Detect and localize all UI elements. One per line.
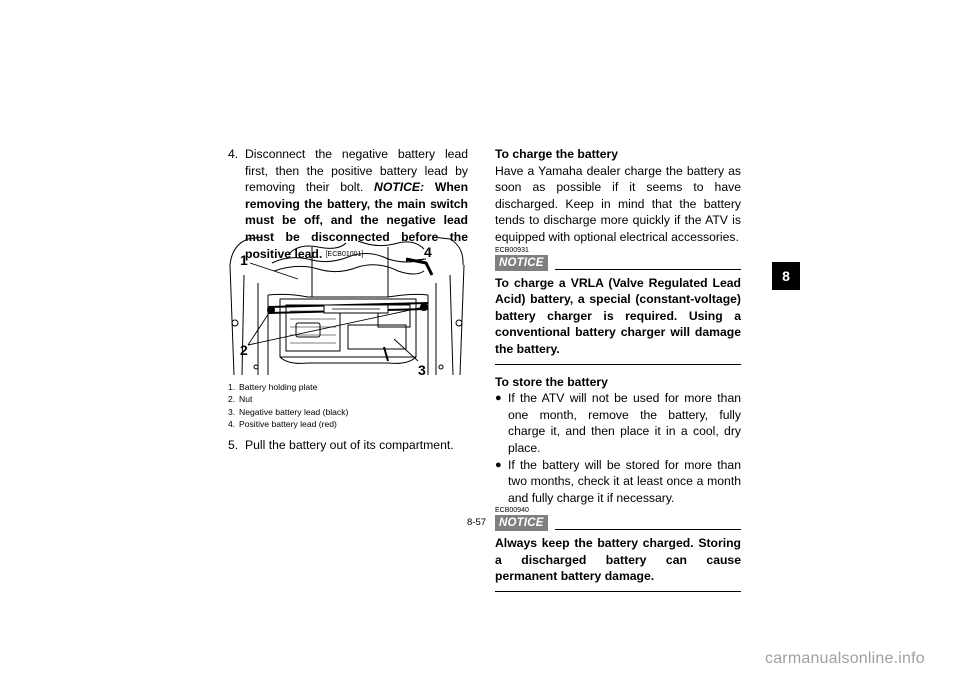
notice-label: NOTICE: [374, 180, 425, 195]
callout-2: 2 [240, 342, 248, 358]
notice-end-rule [495, 364, 741, 365]
caption-row: 2. Nut [228, 394, 253, 405]
caption-row: 4. Positive battery lead (red) [228, 419, 337, 430]
notice-text: When removing the battery, the main switch must be off, and the negative lead must be disconnected before the positive lead. [245, 180, 469, 261]
page-number: 8-57 [467, 517, 487, 528]
reference-code: [ECB01001] [325, 250, 364, 258]
step-text: Disconnect the negative battery lead first, then the positive battery lead by removing their bolt. [245, 147, 468, 195]
notice-badge: NOTICE [495, 255, 548, 271]
notice-header [495, 515, 741, 532]
step-text: Pull the battery out of its compartment. [245, 438, 454, 452]
section-heading-store: To store the battery [495, 374, 608, 389]
battery-compartment-drawing [228, 235, 468, 377]
callout-4: 4 [424, 244, 432, 260]
step-number: 4. [228, 147, 239, 161]
charge-paragraph: Have a Yamaha dealer charge the battery as soon as possible if it seems to have discharged. Keep in mind that the battery tends to discharge more quickly if the ATV is equipped with optional electrical accessories. [495, 163, 741, 244]
caption-row: 1. Battery holding plate [228, 382, 318, 392]
right-column [495, 146, 741, 592]
watermark-text: carmanualsonline.info [765, 650, 925, 667]
caption-row: 3. Negative battery lead (black) [228, 406, 349, 417]
notice-end-rule [495, 591, 741, 592]
step-number: 5. [228, 438, 239, 452]
list-item: ● If the ATV will not be used for more than one month, remove the battery, fully charge it, and then place it in a cool, dry place. [495, 390, 741, 456]
notice-text: To charge a VRLA (Valve Regulated Lead Acid) battery, a special (constant-voltage) battery charger is required. Using a conventional battery charger will damage the battery. [495, 275, 741, 356]
notice-divider [555, 269, 741, 270]
step-5 [228, 437, 468, 454]
notice-code: ECB00931 [495, 246, 529, 254]
section-heading-charge: To charge the battery [495, 147, 619, 161]
notice-header [495, 255, 741, 272]
store-bullet-list [495, 390, 741, 506]
notice-code: ECB00940 [495, 507, 529, 515]
figure-captions [228, 381, 468, 431]
battery-illustration [228, 235, 468, 377]
callout-3: 3 [418, 362, 426, 377]
notice-badge: NOTICE [495, 515, 548, 531]
list-item: ● If the battery will be stored for more than two months, check it at least once a month and fully charge it if necessary. [495, 457, 741, 507]
chapter-tab: 8 [772, 262, 800, 290]
callout-1: 1 [240, 252, 248, 268]
notice-divider [555, 529, 741, 530]
notice-text: Always keep the battery charged. Storing a discharged battery can cause permanent battery damage. [495, 536, 741, 584]
